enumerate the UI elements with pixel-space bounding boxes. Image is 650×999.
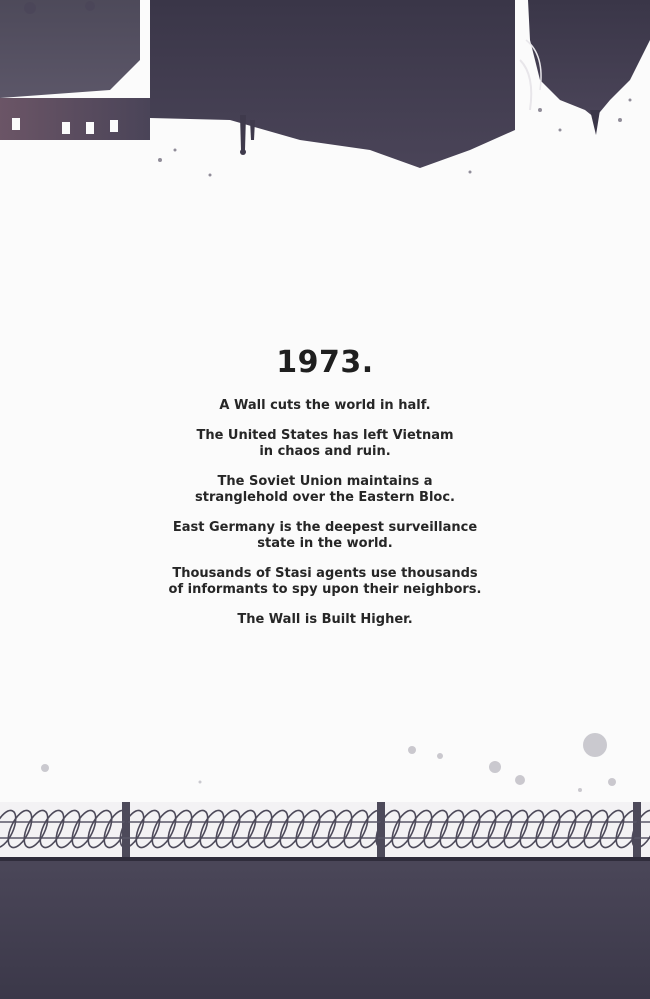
paragraph-6: [0, 612, 650, 628]
paragraph-1: [0, 398, 650, 414]
paragraph-line: The United States has left Vietnam: [196, 428, 454, 443]
year-title: 1973.: [276, 345, 374, 380]
intro-text-block: [0, 345, 650, 642]
paragraph-line: A Wall cuts the world in half.: [219, 398, 431, 413]
wall-body: [0, 857, 650, 999]
paragraph-4: [0, 520, 650, 552]
top-silhouette-illustration: [0, 0, 650, 200]
central-tower-silhouette: [150, 0, 515, 168]
paragraph-line: state in the world.: [257, 536, 393, 551]
right-tower-silhouette: [528, 0, 650, 118]
paragraph-line: The Wall is Built Higher.: [237, 612, 413, 627]
paragraph-line: East Germany is the deepest surveillance: [172, 520, 478, 535]
paragraph-3: [0, 474, 650, 506]
paragraph-line: in chaos and ruin.: [259, 444, 391, 459]
left-building-silhouette: [0, 0, 140, 98]
bottom-wall-illustration: [0, 730, 650, 999]
paragraph-line: stranglehold over the Eastern Bloc.: [195, 490, 455, 505]
paragraph-2: [0, 428, 650, 460]
paragraph-5: [0, 566, 650, 598]
paragraph-line: of informants to spy upon their neighbors.: [168, 582, 482, 597]
building-base: [0, 98, 150, 140]
paragraph-line: Thousands of Stasi agents use thousands: [172, 566, 478, 581]
paragraph-line: The Soviet Union maintains a: [217, 474, 433, 489]
